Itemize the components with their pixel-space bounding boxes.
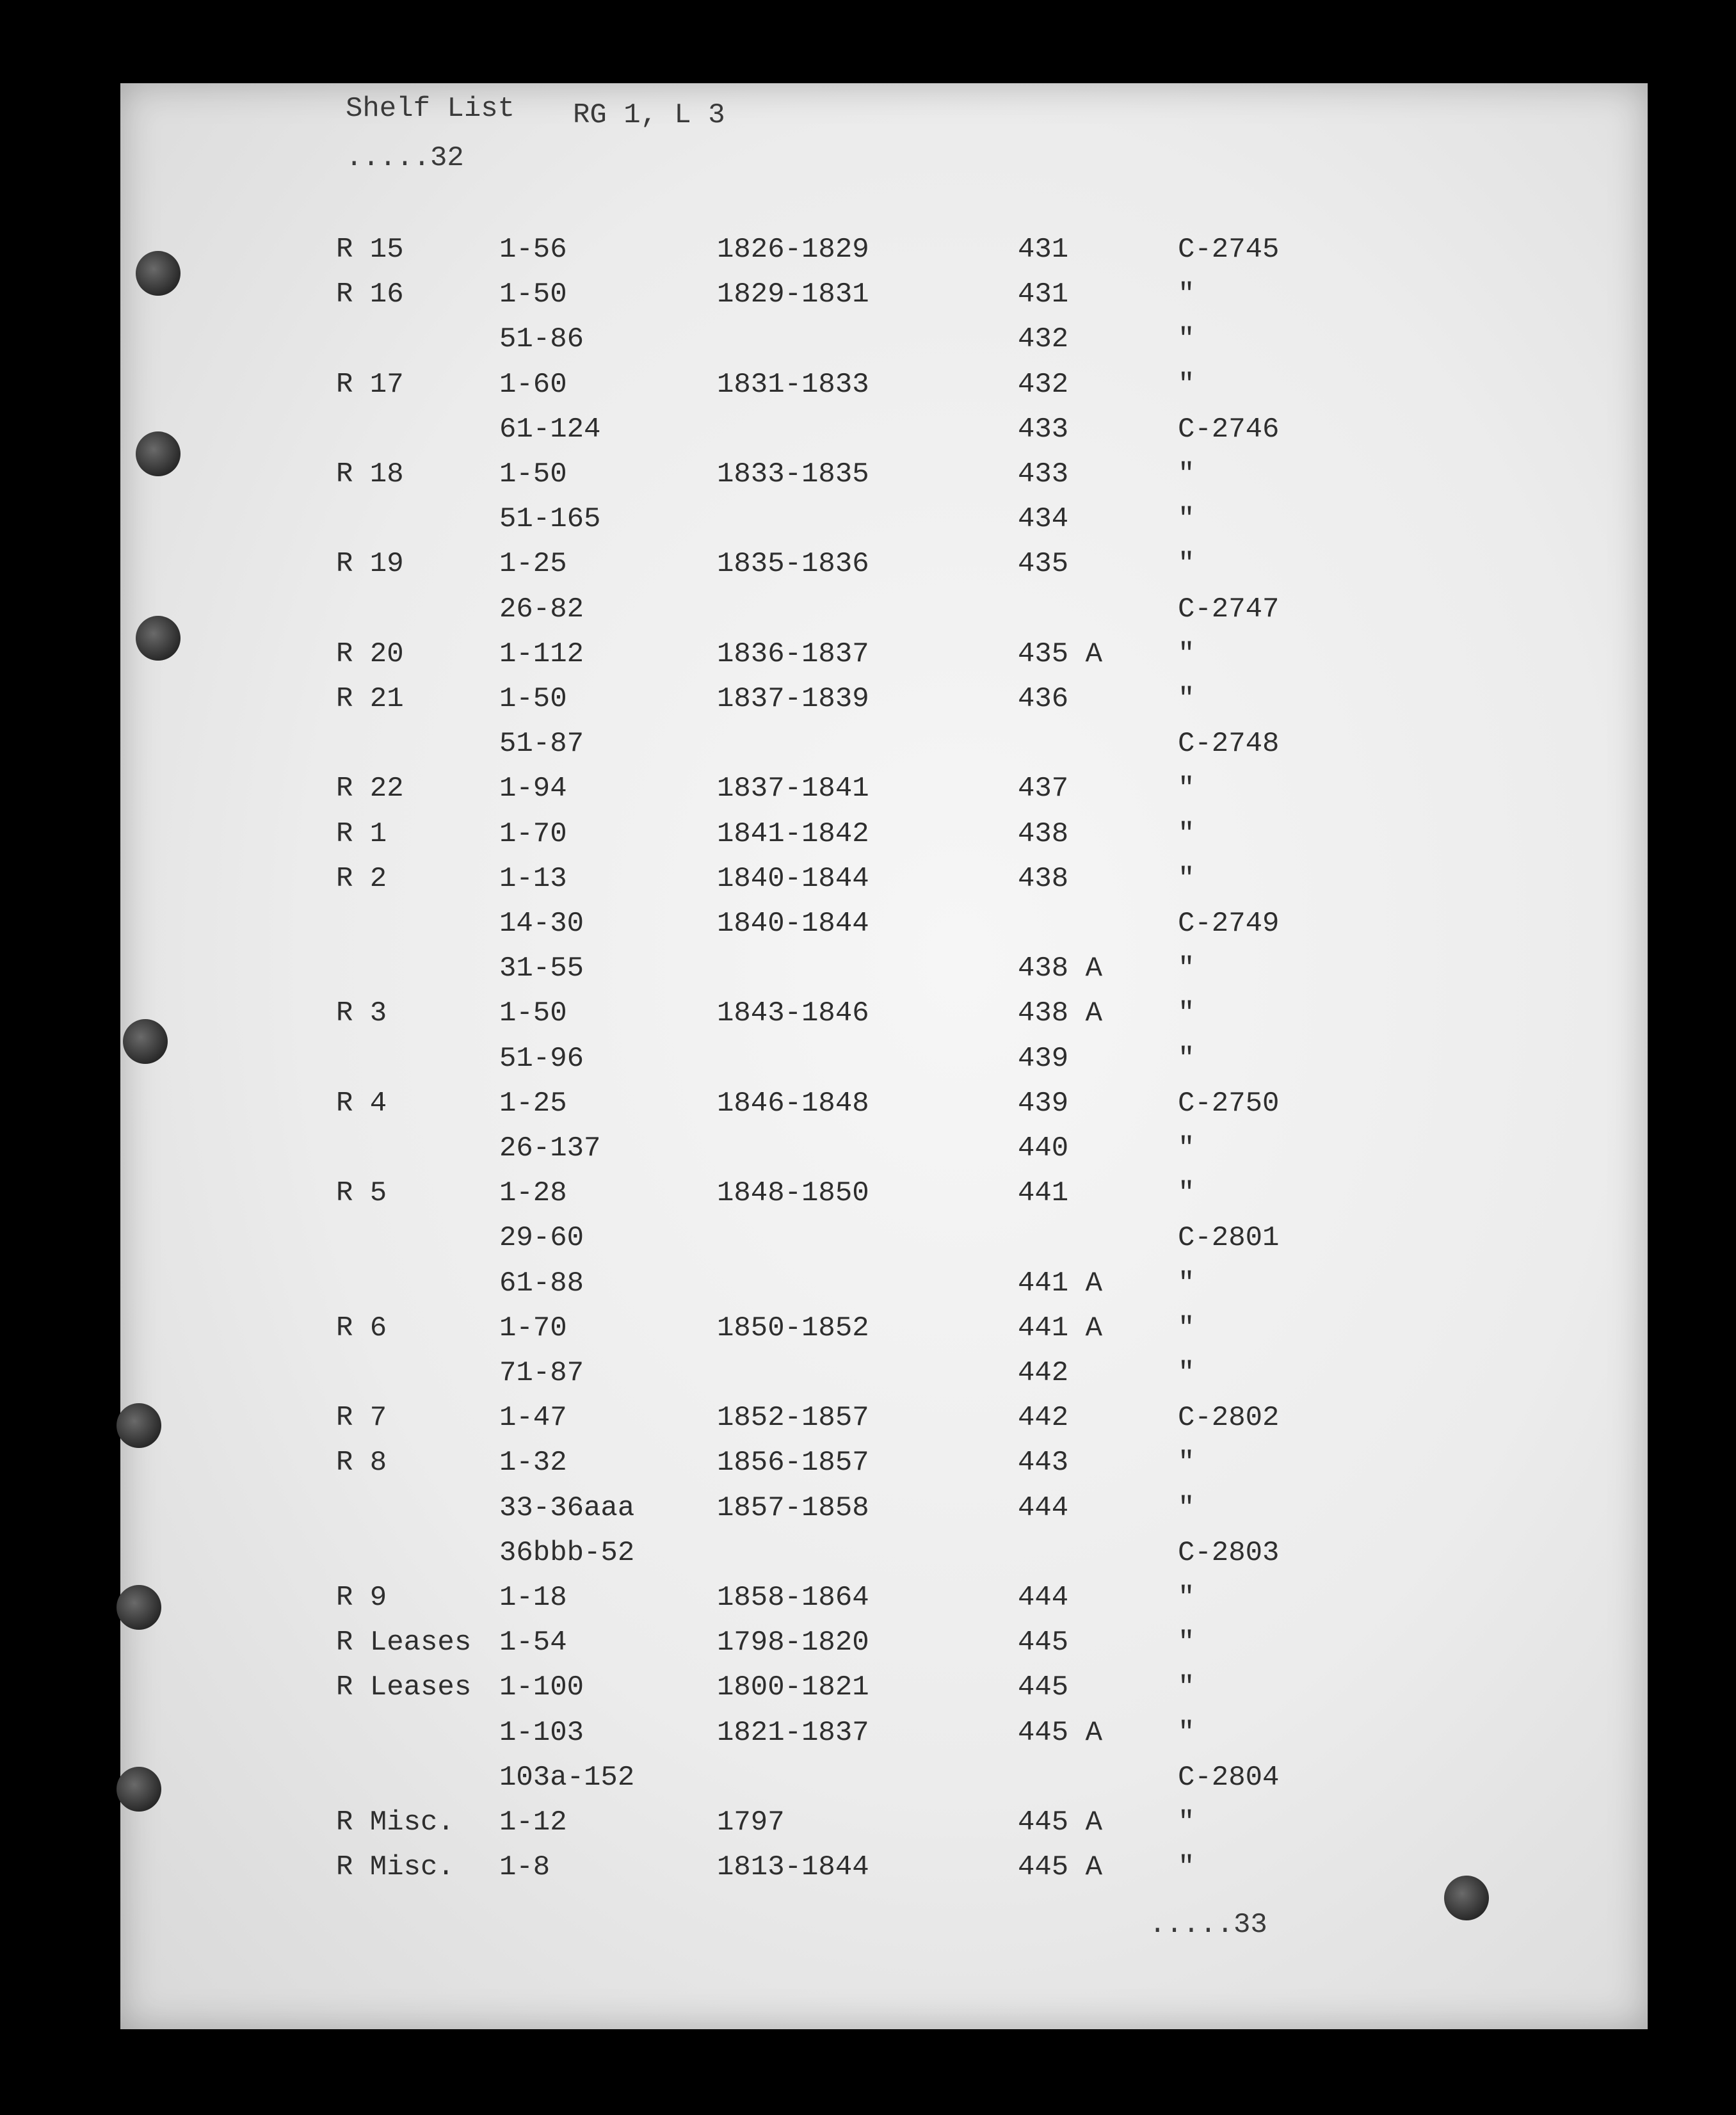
table-row <box>0 1222 1736 1264</box>
table-row <box>0 908 1736 950</box>
table-row <box>0 1806 1736 1849</box>
microfilm-number: " <box>1178 638 1195 670</box>
table-row <box>0 278 1736 321</box>
microfilm-number: " <box>1178 953 1195 985</box>
volume-range: 29-60 <box>499 1222 584 1254</box>
record-group-label: RG 1, L 3 <box>573 99 725 131</box>
volume-range: 1-32 <box>499 1447 567 1479</box>
table-row <box>0 1132 1736 1175</box>
next-page-marker: .....33 <box>1149 1909 1267 1941</box>
microfilm-number: " <box>1178 1357 1195 1389</box>
box-number: 433 <box>1018 458 1069 490</box>
box-number: 441 A <box>1018 1312 1103 1344</box>
reel-label: R 5 <box>336 1177 387 1209</box>
box-number: 435 <box>1018 548 1069 580</box>
microfilm-number: " <box>1178 278 1195 310</box>
box-number: 432 <box>1018 323 1069 355</box>
table-row <box>0 1088 1736 1130</box>
microfilm-number: C-2802 <box>1178 1402 1280 1434</box>
box-number: 445 <box>1018 1627 1069 1659</box>
year-range: 1798-1820 <box>717 1627 869 1659</box>
reel-label: R 4 <box>336 1088 387 1120</box>
microfilm-number: " <box>1178 458 1195 490</box>
microfilm-number: " <box>1178 1267 1195 1299</box>
box-number: 438 A <box>1018 953 1103 985</box>
box-number: 433 <box>1018 414 1069 446</box>
microfilm-number: " <box>1178 1582 1195 1614</box>
microfilm-number: C-2803 <box>1178 1537 1280 1569</box>
volume-range: 26-137 <box>499 1132 601 1164</box>
volume-range: 31-55 <box>499 953 584 985</box>
table-row <box>0 818 1736 860</box>
box-number: 434 <box>1018 503 1069 535</box>
microfilm-number: C-2750 <box>1178 1088 1280 1120</box>
microfilm-number: " <box>1178 1627 1195 1659</box>
year-range: 1841-1842 <box>717 818 869 850</box>
microfilm-number: C-2749 <box>1178 908 1280 940</box>
volume-range: 71-87 <box>499 1357 584 1389</box>
volume-range: 1-50 <box>499 278 567 310</box>
table-row <box>0 1671 1736 1714</box>
box-number: 442 <box>1018 1357 1069 1389</box>
microfilm-number: C-2804 <box>1178 1762 1280 1794</box>
microfilm-number: " <box>1178 1806 1195 1838</box>
reel-label: R 16 <box>336 278 404 310</box>
microfilm-number: " <box>1178 997 1195 1029</box>
year-range: 1837-1839 <box>717 683 869 715</box>
volume-range: 26-82 <box>499 593 584 625</box>
year-range: 1857-1858 <box>717 1492 869 1524</box>
reel-label: R 17 <box>336 369 404 401</box>
table-row <box>0 1043 1736 1085</box>
box-number: 444 <box>1018 1492 1069 1524</box>
reel-label: R 18 <box>336 458 404 490</box>
year-range: 1840-1844 <box>717 863 869 895</box>
table-row <box>0 1627 1736 1669</box>
microfilm-number: C-2747 <box>1178 593 1280 625</box>
volume-range: 1-25 <box>499 548 567 580</box>
microfilm-number: " <box>1178 1132 1195 1164</box>
year-range: 1797 <box>717 1806 785 1838</box>
volume-range: 51-87 <box>499 728 584 760</box>
box-number: 445 <box>1018 1671 1069 1703</box>
year-range: 1829-1831 <box>717 278 869 310</box>
reel-label: R 7 <box>336 1402 387 1434</box>
table-row <box>0 503 1736 545</box>
volume-range: 51-96 <box>499 1043 584 1075</box>
microfilm-number: " <box>1178 1717 1195 1749</box>
reel-label: R 15 <box>336 234 404 266</box>
box-number: 442 <box>1018 1402 1069 1434</box>
table-row <box>0 323 1736 366</box>
year-range: 1848-1850 <box>717 1177 869 1209</box>
box-number: 445 A <box>1018 1851 1103 1883</box>
year-range: 1852-1857 <box>717 1402 869 1434</box>
volume-range: 1-50 <box>499 458 567 490</box>
table-row <box>0 1762 1736 1804</box>
microfilm-number: " <box>1178 1177 1195 1209</box>
reel-label: R Leases <box>336 1671 472 1703</box>
microfilm-number: C-2748 <box>1178 728 1280 760</box>
volume-range: 1-60 <box>499 369 567 401</box>
table-row <box>0 593 1736 636</box>
reel-label: R 3 <box>336 997 387 1029</box>
box-number: 431 <box>1018 278 1069 310</box>
microfilm-number: C-2745 <box>1178 234 1280 266</box>
box-number: 431 <box>1018 234 1069 266</box>
microfilm-number: " <box>1178 1043 1195 1075</box>
table-row <box>0 548 1736 590</box>
microfilm-number: " <box>1178 863 1195 895</box>
year-range: 1831-1833 <box>717 369 869 401</box>
volume-range: 1-12 <box>499 1806 567 1838</box>
year-range: 1813-1844 <box>717 1851 869 1883</box>
table-row <box>0 683 1736 725</box>
year-range: 1850-1852 <box>717 1312 869 1344</box>
table-row <box>0 1537 1736 1579</box>
volume-range: 1-18 <box>499 1582 567 1614</box>
microfilm-number: C-2801 <box>1178 1222 1280 1254</box>
box-number: 445 A <box>1018 1806 1103 1838</box>
microfilm-number: " <box>1178 369 1195 401</box>
reel-label: R 6 <box>336 1312 387 1344</box>
header-title: Shelf List <box>346 93 515 125</box>
volume-range: 103a-152 <box>499 1762 635 1794</box>
box-number: 443 <box>1018 1447 1069 1479</box>
volume-range: 1-100 <box>499 1671 584 1703</box>
microfilm-number: " <box>1178 683 1195 715</box>
box-number: 440 <box>1018 1132 1069 1164</box>
volume-range: 1-13 <box>499 863 567 895</box>
table-row <box>0 1177 1736 1219</box>
box-number: 439 <box>1018 1043 1069 1075</box>
table-row <box>0 1851 1736 1894</box>
volume-range: 1-56 <box>499 234 567 266</box>
year-range: 1836-1837 <box>717 638 869 670</box>
microfilm-number: " <box>1178 1851 1195 1883</box>
box-number: 441 A <box>1018 1267 1103 1299</box>
microfilm-number: " <box>1178 323 1195 355</box>
volume-range: 1-50 <box>499 683 567 715</box>
table-row <box>0 1312 1736 1355</box>
table-row <box>0 1717 1736 1759</box>
table-row <box>0 773 1736 815</box>
microfilm-number: C-2746 <box>1178 414 1280 446</box>
table-row <box>0 1357 1736 1399</box>
volume-range: 1-8 <box>499 1851 551 1883</box>
volume-range: 33-36aaa <box>499 1492 635 1524</box>
volume-range: 1-70 <box>499 1312 567 1344</box>
volume-range: 1-103 <box>499 1717 584 1749</box>
volume-range: 1-112 <box>499 638 584 670</box>
box-number: 444 <box>1018 1582 1069 1614</box>
year-range: 1833-1835 <box>717 458 869 490</box>
year-range: 1856-1857 <box>717 1447 869 1479</box>
year-range: 1826-1829 <box>717 234 869 266</box>
volume-range: 36bbb-52 <box>499 1537 635 1569</box>
box-number: 438 <box>1018 863 1069 895</box>
box-number: 437 <box>1018 773 1069 805</box>
table-row <box>0 997 1736 1040</box>
box-number: 432 <box>1018 369 1069 401</box>
microfilm-number: " <box>1178 773 1195 805</box>
table-row <box>0 1447 1736 1489</box>
reel-label: R 22 <box>336 773 404 805</box>
table-row <box>0 728 1736 770</box>
year-range: 1837-1841 <box>717 773 869 805</box>
reel-label: R Misc. <box>336 1851 454 1883</box>
year-range: 1800-1821 <box>717 1671 869 1703</box>
table-row <box>0 863 1736 905</box>
box-number: 438 A <box>1018 997 1103 1029</box>
microfilm-number: " <box>1178 1671 1195 1703</box>
volume-range: 51-165 <box>499 503 601 535</box>
reel-label: R 21 <box>336 683 404 715</box>
table-row <box>0 638 1736 680</box>
reel-label: R Misc. <box>336 1806 454 1838</box>
table-row <box>0 369 1736 411</box>
reel-label: R 8 <box>336 1447 387 1479</box>
microfilm-number: " <box>1178 1312 1195 1344</box>
microfilm-number: " <box>1178 1447 1195 1479</box>
reel-label: R 1 <box>336 818 387 850</box>
volume-range: 51-86 <box>499 323 584 355</box>
microfilm-number: " <box>1178 503 1195 535</box>
table-row <box>0 953 1736 995</box>
box-number: 445 A <box>1018 1717 1103 1749</box>
box-number: 441 <box>1018 1177 1069 1209</box>
table-row <box>0 414 1736 456</box>
box-number: 439 <box>1018 1088 1069 1120</box>
reel-label: R 20 <box>336 638 404 670</box>
table-row <box>0 1402 1736 1444</box>
volume-range: 61-88 <box>499 1267 584 1299</box>
year-range: 1843-1846 <box>717 997 869 1029</box>
previous-page-marker: .....32 <box>346 142 464 174</box>
table-row <box>0 1492 1736 1534</box>
volume-range: 1-47 <box>499 1402 567 1434</box>
volume-range: 1-94 <box>499 773 567 805</box>
volume-range: 1-50 <box>499 997 567 1029</box>
volume-range: 14-30 <box>499 908 584 940</box>
year-range: 1858-1864 <box>717 1582 869 1614</box>
microfilm-number: " <box>1178 818 1195 850</box>
box-number: 435 A <box>1018 638 1103 670</box>
volume-range: 1-54 <box>499 1627 567 1659</box>
table-row <box>0 1582 1736 1624</box>
reel-label: R 9 <box>336 1582 387 1614</box>
volume-range: 1-70 <box>499 818 567 850</box>
year-range: 1846-1848 <box>717 1088 869 1120</box>
volume-range: 1-25 <box>499 1088 567 1120</box>
microfilm-number: " <box>1178 1492 1195 1524</box>
year-range: 1840-1844 <box>717 908 869 940</box>
volume-range: 61-124 <box>499 414 601 446</box>
reel-label: R 19 <box>336 548 404 580</box>
box-number: 438 <box>1018 818 1069 850</box>
table-row <box>0 234 1736 276</box>
table-row <box>0 458 1736 501</box>
year-range: 1821-1837 <box>717 1717 869 1749</box>
table-row <box>0 1267 1736 1310</box>
reel-label: R Leases <box>336 1627 472 1659</box>
box-number: 436 <box>1018 683 1069 715</box>
volume-range: 1-28 <box>499 1177 567 1209</box>
microfilm-number: " <box>1178 548 1195 580</box>
year-range: 1835-1836 <box>717 548 869 580</box>
reel-label: R 2 <box>336 863 387 895</box>
